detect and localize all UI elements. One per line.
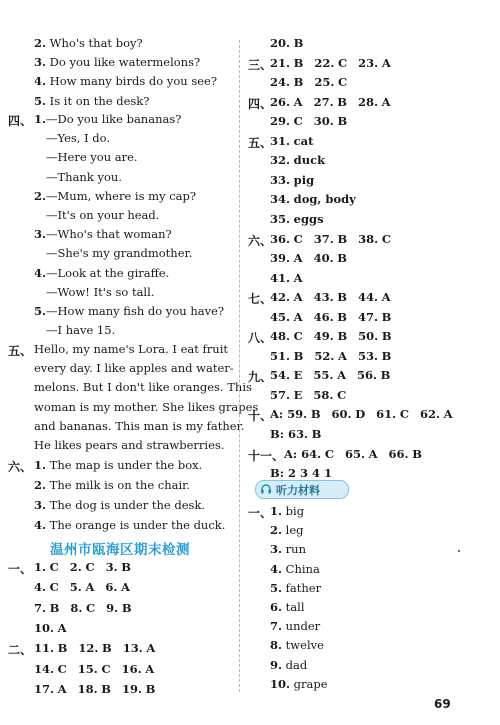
item-number: 3. — [270, 542, 283, 557]
answer-value: A — [293, 94, 303, 109]
answer-value: C — [381, 231, 391, 246]
dialogue-line — [46, 150, 138, 164]
answer-value: A — [57, 620, 67, 635]
answer-value: B — [337, 329, 348, 344]
question-number: 2. — [69, 560, 82, 574]
answer-value: B — [337, 231, 348, 246]
item-number: 1. — [34, 458, 47, 472]
answer-row — [34, 682, 155, 696]
answer-value: A — [293, 270, 303, 285]
dialogue-line — [46, 246, 192, 260]
answer-row — [270, 310, 391, 324]
answer-value: A — [121, 580, 130, 595]
answer-row — [34, 560, 131, 574]
answer-value: A — [146, 641, 156, 656]
question-number: 61. — [376, 407, 397, 422]
question-number: 13. — [122, 641, 143, 656]
listening-item — [270, 600, 305, 614]
answer-row — [270, 114, 347, 128]
answer-value: A — [368, 446, 378, 461]
item-text: Do you like watermelons? — [49, 55, 201, 70]
dialogue-text: —Yes, I do. — [46, 131, 111, 146]
question-number: 23. — [358, 55, 379, 70]
answer-row — [34, 580, 130, 594]
paragraph-line: melons. But I don't like oranges. This — [34, 380, 252, 395]
answer-value: B — [381, 329, 392, 344]
answer-value: B — [310, 407, 321, 422]
answer-value: C — [338, 75, 348, 90]
answer-row — [270, 75, 347, 89]
answer-value: C — [101, 661, 111, 676]
column-divider — [239, 40, 240, 692]
answer-value: E — [293, 387, 303, 402]
question-number: 53. — [357, 348, 378, 363]
answer-row — [270, 349, 391, 363]
listening-item — [270, 638, 324, 652]
listening-item — [270, 658, 307, 672]
section-label: 四、 — [248, 96, 273, 111]
item-number: 3. — [34, 498, 47, 512]
item-text: father — [285, 580, 322, 595]
answer-value: C — [293, 231, 303, 246]
dialogue-line — [46, 208, 159, 222]
question-number: 46. — [313, 309, 334, 324]
question-number: 17. — [34, 681, 55, 696]
dialogue-text: —I have 15. — [46, 323, 116, 338]
section-label: 七、 — [248, 292, 273, 307]
answer-value: B — [337, 114, 348, 129]
answer-value: A — [57, 681, 67, 696]
question-number: 1. — [34, 560, 47, 574]
section-label: 十一、 — [248, 448, 285, 463]
answer-value: C — [293, 329, 303, 344]
answer-row — [270, 329, 392, 343]
question-number: 22. — [314, 55, 335, 70]
item-text: The dog is under the desk. — [49, 498, 206, 512]
question-number: 48. — [270, 329, 291, 344]
question-number: 27. — [313, 94, 334, 109]
answer-value: C — [338, 55, 348, 70]
item-text: tall — [285, 600, 305, 614]
section-label: 五、 — [8, 344, 33, 358]
dialogue-text: —Wow! It's so tall. — [46, 284, 155, 299]
dialogue-line — [34, 227, 172, 241]
answer-row — [270, 368, 390, 382]
item-number: 10. — [270, 676, 291, 691]
question-number: 45. — [270, 309, 291, 324]
question-number: 58. — [313, 387, 334, 402]
question-number: 32. — [270, 153, 291, 168]
answer-value: D — [355, 407, 366, 422]
item-number: 6. — [270, 600, 283, 614]
answer-value: A — [338, 348, 347, 363]
item-text: run — [285, 542, 306, 557]
answer-value: dog, body — [293, 192, 356, 207]
question-number: 5. — [69, 580, 82, 595]
listening-item — [270, 562, 320, 576]
answer-value: A — [337, 368, 347, 383]
dialogue-text: —She's my grandmother. — [46, 246, 193, 261]
question-number: 57. — [270, 387, 291, 402]
question-number: 42. — [270, 290, 291, 305]
section-label: 一、 — [248, 506, 273, 520]
section-label: 八、 — [248, 331, 273, 346]
item-number: 2. — [34, 478, 47, 492]
item-number: 8. — [270, 638, 283, 653]
paragraph-line: every day. I like apples and water- — [34, 361, 234, 376]
question-number: 44. — [357, 290, 378, 305]
answer-row — [270, 173, 314, 187]
question-number: B: 63. — [270, 427, 308, 441]
question-number: 65. — [344, 446, 365, 461]
question-number: 14. — [34, 661, 55, 676]
dialogue-line — [46, 323, 115, 337]
answer-value: C — [337, 387, 347, 402]
answer-row — [270, 153, 325, 167]
answer-value: B — [311, 427, 322, 441]
question-number: 47. — [357, 309, 378, 324]
list-item — [34, 94, 149, 108]
item-number: 2. — [270, 523, 283, 538]
question-number: 33. — [270, 172, 291, 187]
section-label: 四、 — [8, 114, 33, 128]
answer-value: B — [121, 600, 132, 615]
answer-value: C — [57, 661, 67, 676]
dialogue-text: —Do you like bananas? — [46, 112, 182, 126]
question-number: 11. — [34, 641, 55, 656]
question-number: 3. — [105, 560, 118, 574]
item-number: 4. — [270, 561, 283, 576]
question-number: 15. — [77, 661, 98, 676]
item-number: 1. — [34, 112, 47, 126]
answer-value: C — [324, 446, 334, 461]
question-number: 51. — [270, 348, 291, 363]
item-number: 3. — [34, 55, 47, 70]
dialogue-line — [46, 170, 122, 184]
answer-value: C — [85, 560, 95, 574]
question-number: 62. — [419, 407, 440, 422]
answer-value: B — [293, 348, 304, 363]
answer-row — [34, 601, 132, 615]
question-number: 31. — [270, 133, 291, 148]
dialogue-text: —Look at the giraffe. — [46, 265, 170, 280]
answer-row — [270, 466, 332, 480]
dialogue-line — [34, 304, 224, 318]
answer-value: A — [293, 290, 303, 305]
answer-value: eggs — [293, 211, 324, 226]
question-number: 36. — [270, 231, 291, 246]
question-number: 25. — [314, 75, 335, 90]
answer-value: A — [293, 309, 303, 324]
listening-item — [270, 619, 320, 633]
item-number: 1. — [270, 504, 283, 518]
section-label: 三、 — [248, 57, 273, 72]
question-number: 10. — [34, 620, 55, 635]
answer-value: B — [121, 560, 131, 574]
answer-value: A — [443, 407, 453, 422]
section-label: 六、 — [8, 460, 33, 474]
item-text: leg — [285, 523, 304, 538]
question-number: 18. — [77, 681, 98, 696]
question-number: 30. — [313, 114, 334, 129]
paragraph-line: and bananas. This man is my father. — [34, 418, 245, 433]
answer-value: duck — [293, 153, 326, 168]
section-label: 五、 — [248, 135, 273, 150]
dialogue-text: —How many fish do you have? — [46, 304, 225, 318]
answer-row — [270, 407, 453, 421]
page-number: 69 — [434, 697, 451, 711]
section-label: 六、 — [248, 233, 273, 248]
item-text: dad — [285, 657, 308, 672]
dialogue-text: —Thank you. — [46, 169, 122, 184]
answer-row — [270, 212, 324, 226]
item-number: 4. — [34, 74, 47, 89]
answer-value: A — [381, 55, 391, 70]
answer-value: B — [101, 681, 111, 696]
item-number: 5. — [34, 304, 47, 318]
question-number: 38. — [358, 231, 379, 246]
question-number: 35. — [270, 211, 291, 226]
item-text: How many birds do you see? — [49, 74, 218, 89]
question-number: 16. — [121, 661, 142, 676]
question-number: 19. — [121, 681, 142, 696]
list-item — [34, 518, 225, 532]
answer-value: B — [337, 309, 347, 324]
list-item — [34, 498, 205, 512]
answer-value: B — [145, 681, 156, 696]
item-text: grape — [293, 676, 328, 691]
headphones-icon — [260, 483, 272, 495]
section-label: 二、 — [8, 643, 33, 658]
item-text: Is it on the desk? — [49, 93, 150, 108]
question-number: 37. — [313, 231, 334, 246]
question-number: 26. — [270, 94, 291, 109]
item-text: The milk is on the chair. — [49, 478, 191, 492]
question-number: 7. — [34, 600, 47, 615]
dialogue-text: —Here you are. — [46, 150, 138, 165]
item-text: big — [285, 504, 305, 518]
listening-item — [270, 504, 304, 518]
question-number: 40. — [313, 251, 334, 266]
answer-value: cat — [293, 133, 314, 148]
dialogue-text: —It's on your head. — [46, 208, 160, 222]
stray-dot — [458, 550, 460, 552]
question-number: B: 2 3 4 1 — [270, 466, 332, 481]
item-text: China — [285, 561, 320, 576]
question-number: 50. — [358, 329, 379, 344]
question-number: 49. — [313, 329, 334, 344]
question-number: 60. — [331, 407, 352, 422]
section-label: 九、 — [248, 370, 273, 385]
exam-section-title: 温州市瓯海区期末检测 — [50, 542, 190, 558]
question-number: 28. — [357, 94, 378, 109]
item-text: under — [285, 619, 321, 634]
answer-row — [34, 662, 154, 676]
question-number: 52. — [314, 348, 335, 363]
list-item — [34, 458, 202, 472]
question-number: 43. — [313, 290, 334, 305]
question-number: 55. — [313, 368, 334, 383]
item-number: 4. — [34, 518, 47, 532]
list-item — [34, 74, 217, 88]
question-number: A: 64. — [284, 446, 322, 461]
answer-value: B — [57, 641, 68, 656]
dialogue-line — [46, 131, 110, 145]
answer-row — [270, 388, 346, 402]
item-text: The orange is under the duck. — [49, 518, 226, 532]
dialogue-line — [34, 112, 181, 126]
answer-value: A — [293, 251, 303, 266]
question-number: 39. — [270, 251, 291, 266]
paragraph-line: Hello, my name's Lora. I eat fruit — [34, 342, 228, 356]
item-number: 2. — [34, 36, 47, 50]
list-item — [34, 55, 200, 69]
answer-value: B — [337, 251, 347, 266]
question-number: 21. — [270, 55, 291, 70]
listening-title: 听力材料 — [276, 484, 320, 497]
answer-row — [284, 447, 422, 461]
answer-row — [270, 192, 356, 206]
answer-row — [34, 621, 67, 635]
answer-value: B — [381, 309, 392, 324]
question-number: 8. — [70, 600, 83, 615]
question-number: 54. — [270, 368, 291, 383]
answer-row — [270, 290, 391, 304]
answer-value: A — [85, 580, 95, 595]
item-number: 3. — [34, 227, 47, 242]
answer-row — [270, 427, 321, 441]
answer-value: E — [293, 368, 303, 383]
answer-value: B — [49, 600, 60, 615]
answer-value: B — [102, 641, 112, 656]
answer-row — [270, 271, 303, 285]
answer-value: C — [49, 580, 59, 595]
dialogue-text: —Mum, where is my cap? — [46, 188, 197, 203]
section-label: 一、 — [8, 562, 33, 576]
answer-value: B — [380, 368, 391, 383]
question-number: 12. — [78, 641, 99, 656]
question-number: 66. — [388, 446, 409, 461]
question-number: A: 59. — [270, 407, 308, 422]
answer-value: B — [337, 290, 347, 305]
item-number: 5. — [270, 580, 283, 595]
answer-value: A — [145, 661, 155, 676]
item-number: 7. — [270, 619, 283, 634]
listening-item — [270, 542, 306, 556]
dialogue-line — [34, 266, 169, 280]
answer-row — [270, 56, 391, 70]
answer-value: B — [337, 94, 347, 109]
answer-row — [270, 251, 347, 265]
list-item — [34, 478, 190, 492]
question-number: 24. — [270, 75, 291, 90]
answer-value: A — [381, 94, 391, 109]
answer-value: C — [49, 560, 59, 574]
question-number: 34. — [270, 192, 291, 207]
answer-value: B — [381, 348, 392, 363]
item-text: The map is under the box. — [49, 458, 203, 472]
answer-value: C — [293, 114, 303, 129]
answer-value: B — [412, 446, 422, 461]
paragraph-line: He likes pears and strawberries. — [34, 438, 225, 452]
question-number: 9. — [106, 600, 119, 615]
item-number: 2. — [34, 188, 47, 203]
dialogue-line — [34, 189, 196, 203]
answer-value: B — [293, 55, 304, 70]
listening-item — [270, 523, 304, 537]
question-number: 4. — [34, 580, 47, 595]
section-label: 十、 — [248, 409, 273, 424]
question-number: 56. — [356, 368, 377, 383]
item-text: twelve — [285, 638, 324, 653]
answer-row — [34, 641, 155, 655]
answer-value: B — [293, 36, 304, 50]
dialogue-text: —Who's that woman? — [46, 227, 172, 242]
paragraph-line: woman is my mother. She likes grapes — [34, 399, 259, 414]
answer-value: B — [293, 75, 304, 90]
listening-item — [270, 581, 321, 595]
item-number: 9. — [270, 657, 283, 672]
list-item — [34, 36, 143, 50]
listening-item — [270, 677, 328, 691]
item-text: Who's that boy? — [49, 36, 143, 50]
question-number: 29. — [270, 114, 291, 129]
question-number: 41. — [270, 270, 291, 285]
item-number: 5. — [34, 93, 47, 108]
dialogue-line — [46, 285, 154, 299]
listening-badge — [255, 480, 349, 499]
question-number: 20. — [270, 36, 291, 50]
answer-row — [270, 232, 391, 246]
answer-row — [270, 134, 313, 148]
answer-row — [270, 36, 303, 50]
answer-value: C — [399, 407, 409, 422]
question-number: 6. — [105, 580, 118, 595]
answer-value: pig — [293, 172, 315, 187]
answer-row — [270, 95, 391, 109]
item-number: 4. — [34, 265, 47, 280]
answer-value: A — [381, 290, 391, 305]
answer-value: C — [86, 600, 96, 615]
